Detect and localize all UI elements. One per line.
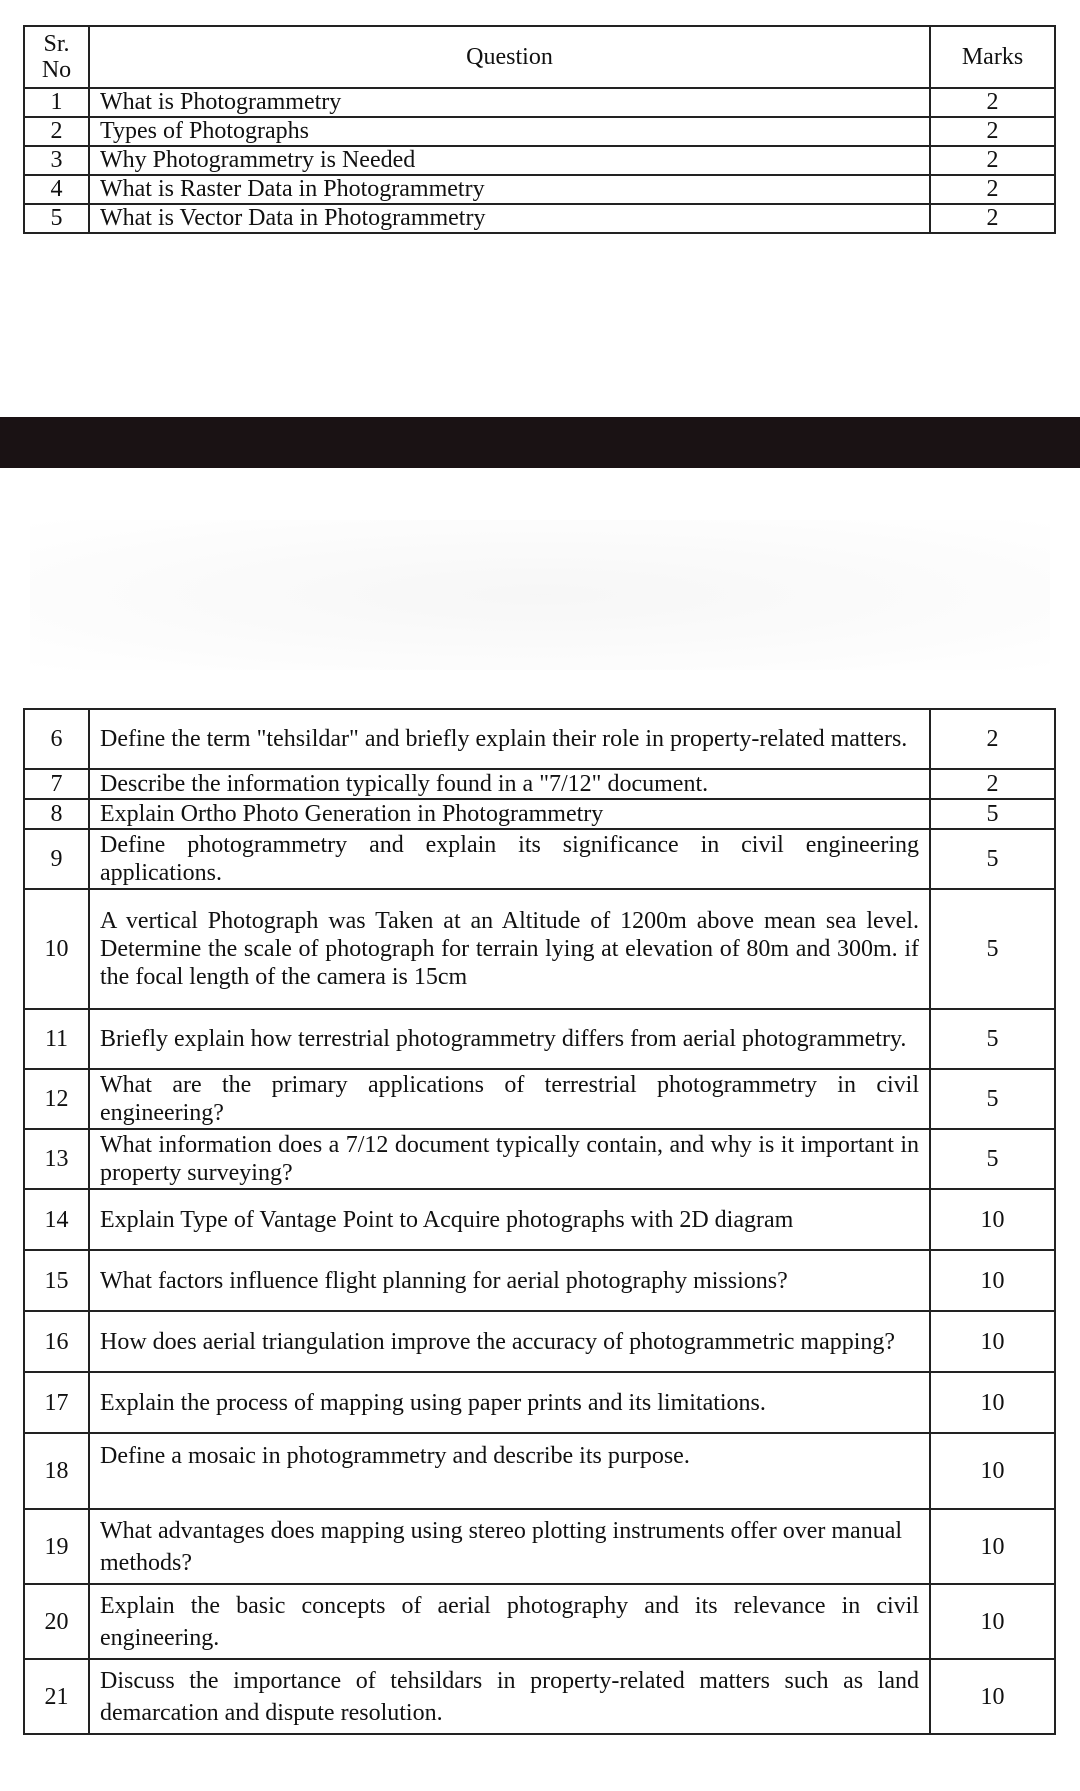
header-question: Question (89, 26, 930, 88)
question-cell: How does aerial triangulation improve the accuracy of photogrammetric mapping? (89, 1311, 930, 1372)
marks-cell: 10 (930, 1659, 1055, 1734)
question-cell: Types of Photographs (89, 117, 930, 146)
table-row (24, 829, 1055, 889)
marks-cell: 5 (930, 829, 1055, 889)
sr-no-cell: 3 (24, 146, 89, 175)
question-cell: What is Raster Data in Photogrammetry (89, 175, 930, 204)
marks-cell: 10 (930, 1433, 1055, 1509)
table-row (24, 1433, 1055, 1509)
table-row (24, 709, 1055, 769)
question-cell: What are the primary applications of terrestrial photogrammetry in civil engineering? (89, 1069, 930, 1129)
marks-cell: 2 (930, 769, 1055, 799)
question-cell: Discuss the importance of tehsildars in property-related matters such as land demarcation and dispute resolution. (89, 1659, 930, 1734)
table-row (24, 889, 1055, 1009)
sr-no-cell: 16 (24, 1311, 89, 1372)
sr-no-cell: 20 (24, 1584, 89, 1659)
sr-no-cell: 2 (24, 117, 89, 146)
table-row (24, 1372, 1055, 1433)
sr-no-cell: 13 (24, 1129, 89, 1189)
sr-no-cell: 6 (24, 709, 89, 769)
table-row (24, 1009, 1055, 1069)
table-row (24, 88, 1055, 117)
marks-cell: 5 (930, 1009, 1055, 1069)
sr-no-cell: 8 (24, 799, 89, 829)
question-cell: Explain the basic concepts of aerial photography and its relevance in civil engineering. (89, 1584, 930, 1659)
question-cell: Why Photogrammetry is Needed (89, 146, 930, 175)
sr-no-cell: 15 (24, 1250, 89, 1311)
sr-no-cell: 11 (24, 1009, 89, 1069)
table-row (24, 769, 1055, 799)
marks-cell: 2 (930, 204, 1055, 233)
table-row (24, 1250, 1055, 1311)
table-row (24, 117, 1055, 146)
marks-cell: 10 (930, 1372, 1055, 1433)
sr-no-cell: 19 (24, 1509, 89, 1584)
marks-cell: 2 (930, 146, 1055, 175)
sr-no-cell: 21 (24, 1659, 89, 1734)
table-row (24, 204, 1055, 233)
table-row (24, 1129, 1055, 1189)
marks-cell: 10 (930, 1584, 1055, 1659)
table-row (24, 799, 1055, 829)
marks-cell: 2 (930, 709, 1055, 769)
table-row (24, 1584, 1055, 1659)
question-cell: Describe the information typically found in a "7/12" document. (89, 769, 930, 799)
marks-cell: 10 (930, 1250, 1055, 1311)
question-cell: What is Photogrammetry (89, 88, 930, 117)
marks-cell: 5 (930, 1129, 1055, 1189)
question-cell: What is Vector Data in Photogrammetry (89, 204, 930, 233)
table-row (24, 175, 1055, 204)
marks-cell: 10 (930, 1311, 1055, 1372)
sr-no-cell: 5 (24, 204, 89, 233)
marks-cell: 2 (930, 88, 1055, 117)
sr-no-cell: 4 (24, 175, 89, 204)
header-marks: Marks (930, 26, 1055, 88)
question-cell: Explain Ortho Photo Generation in Photogrammetry (89, 799, 930, 829)
sr-no-cell: 9 (24, 829, 89, 889)
question-cell: Explain the process of mapping using paper prints and its limitations. (89, 1372, 930, 1433)
sr-no-cell: 12 (24, 1069, 89, 1129)
question-cell: A vertical Photograph was Taken at an Altitude of 1200m above mean sea level. Determine the scale of photograph for terrain lying at elevation of 80m and 300m. if the focal length of the camera is 15cm (89, 889, 930, 1009)
questions-table-top (23, 25, 1056, 234)
sr-no-cell: 18 (24, 1433, 89, 1509)
blurred-region (30, 520, 1050, 670)
question-cell: What factors influence flight planning for aerial photography missions? (89, 1250, 930, 1311)
separator-bar (0, 417, 1080, 468)
sr-no-cell: 1 (24, 88, 89, 117)
table-header-row (24, 26, 1055, 88)
sr-no-cell: 10 (24, 889, 89, 1009)
question-cell: Briefly explain how terrestrial photogrammetry differs from aerial photogrammetry. (89, 1009, 930, 1069)
question-cell: What information does a 7/12 document typically contain, and why is it important in property surveying? (89, 1129, 930, 1189)
marks-cell: 10 (930, 1189, 1055, 1250)
marks-cell: 2 (930, 117, 1055, 146)
marks-cell: 2 (930, 175, 1055, 204)
question-cell: Explain Type of Vantage Point to Acquire photographs with 2D diagram (89, 1189, 930, 1250)
question-cell: Define a mosaic in photogrammetry and describe its purpose. (89, 1433, 930, 1509)
sr-no-cell: 14 (24, 1189, 89, 1250)
table-row (24, 1659, 1055, 1734)
table-row (24, 146, 1055, 175)
questions-table-bottom (23, 708, 1056, 1735)
table-row (24, 1311, 1055, 1372)
question-cell: Define photogrammetry and explain its significance in civil engineering applications. (89, 829, 930, 889)
table-row (24, 1069, 1055, 1129)
sr-no-cell: 7 (24, 769, 89, 799)
question-cell: Define the term "tehsildar" and briefly explain their role in property-related matters. (89, 709, 930, 769)
sr-no-cell: 17 (24, 1372, 89, 1433)
marks-cell: 5 (930, 799, 1055, 829)
question-cell: What advantages does mapping using stereo plotting instruments offer over manual methods? (89, 1509, 930, 1584)
marks-cell: 5 (930, 889, 1055, 1009)
header-sr-no: Sr. No (24, 26, 89, 88)
table-row (24, 1189, 1055, 1250)
marks-cell: 10 (930, 1509, 1055, 1584)
marks-cell: 5 (930, 1069, 1055, 1129)
table-row (24, 1509, 1055, 1584)
